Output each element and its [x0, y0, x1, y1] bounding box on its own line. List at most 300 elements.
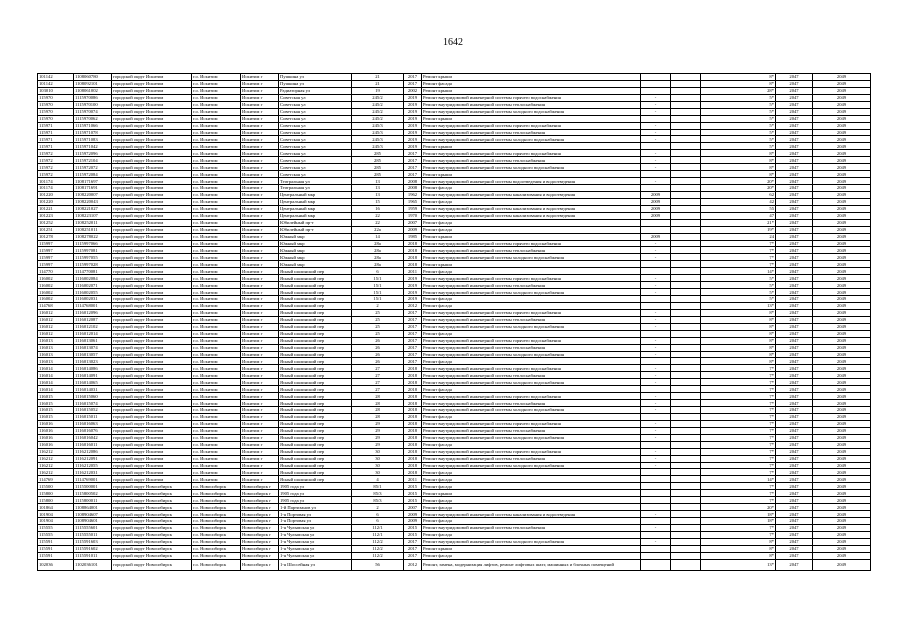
- table-cell: [671, 275, 701, 282]
- table-cell: 2019: [404, 94, 422, 101]
- table-cell: 8*: [701, 330, 776, 337]
- table-cell: 1115971083: [74, 136, 112, 143]
- table-cell: Искитим г: [241, 115, 279, 122]
- table-cell: [671, 413, 701, 420]
- table-cell: 2049: [813, 531, 871, 538]
- table-cell: городской округ Искитим: [112, 80, 192, 87]
- table-cell: 13*: [701, 302, 776, 309]
- table-cell: 115500: [38, 483, 74, 490]
- table-cell: -: [641, 372, 671, 379]
- table-cell: 2018: [404, 441, 422, 448]
- table-cell: -: [641, 455, 671, 462]
- table-cell: 27: [352, 372, 404, 379]
- table-cell: [641, 358, 671, 365]
- table-cell: 2017: [404, 150, 422, 157]
- table-cell: 115800: [38, 497, 74, 504]
- table-cell: 2017: [404, 74, 422, 81]
- table-cell: 101904: [38, 518, 74, 525]
- table-cell: 2047: [776, 219, 813, 226]
- table-cell: [671, 538, 701, 545]
- table-cell: Ремонт фасада: [422, 296, 641, 303]
- table-cell: городской округ Искитим: [112, 372, 192, 379]
- table-cell: 116014: [38, 372, 74, 379]
- table-cell: 2047: [776, 157, 813, 164]
- table-cell: Ремонт фасада: [422, 497, 641, 504]
- table-cell: -: [641, 157, 671, 164]
- table-cell: 2047: [776, 205, 813, 212]
- table-cell: Новосибирск г: [241, 524, 279, 531]
- table-cell: [671, 441, 701, 448]
- table-cell: городской округ Искитим: [112, 302, 192, 309]
- table-cell: 8*: [701, 150, 776, 157]
- table-cell: 8*: [701, 316, 776, 323]
- table-cell: 1116013074: [74, 344, 112, 351]
- table-cell: 112/1: [352, 524, 404, 531]
- table-cell: 2047: [776, 372, 813, 379]
- table-cell: 116016: [38, 441, 74, 448]
- table-cell: г.о. Искитим: [192, 351, 241, 358]
- table-cell: 5*: [701, 122, 776, 129]
- table-cell: 1965: [404, 198, 422, 205]
- table-cell: 1905 года ул: [279, 497, 352, 504]
- table-cell: Ремонт внутридомовой инженерной системы горячего водоснабжения: [422, 393, 641, 400]
- table-cell: Искитим г: [241, 122, 279, 129]
- table-row: [38, 448, 871, 455]
- table-cell: 2009: [641, 233, 671, 240]
- table-cell: 2047: [776, 476, 813, 483]
- table-cell: 2049: [813, 455, 871, 462]
- table-cell: 2047: [776, 198, 813, 205]
- table-cell: [671, 261, 701, 268]
- table-cell: 14*: [701, 268, 776, 275]
- table-cell: 2047: [776, 296, 813, 303]
- table-cell: городской округ Искитим: [112, 212, 192, 219]
- table-cell: 2047: [776, 393, 813, 400]
- table-cell: Советская ул: [279, 136, 352, 143]
- table-cell: 2047: [776, 178, 813, 185]
- table-cell: 2047: [776, 351, 813, 358]
- table-cell: 116013: [38, 358, 74, 365]
- table-cell: 2047: [776, 261, 813, 268]
- table-cell: г.о. Искитим: [192, 407, 241, 414]
- table-cell: Центральный мкр: [279, 198, 352, 205]
- table-cell: [671, 164, 701, 171]
- table-cell: городской округ Искитим: [112, 393, 192, 400]
- table-cell: городской округ Искитим: [112, 289, 192, 296]
- table-cell: г.о. Искитим: [192, 309, 241, 316]
- table-cell: г.о. Искитим: [192, 226, 241, 233]
- table-cell: 2047: [776, 379, 813, 386]
- table-cell: городской округ Искитим: [112, 365, 192, 372]
- table-cell: городской округ Искитим: [112, 143, 192, 150]
- table-cell: г.о. Искитим: [192, 171, 241, 178]
- table-cell: Советская ул: [279, 101, 352, 108]
- table-cell: городской округ Искитим: [112, 101, 192, 108]
- table-cell: Ремонт внутридомовой инженерной системы холодного водоснабжения: [422, 254, 641, 261]
- table-cell: 20*: [701, 178, 776, 185]
- table-cell: Ремонт внутридомовой инженерной системы холодного водоснабжения: [422, 407, 641, 414]
- table-cell: 245/2: [352, 94, 404, 101]
- table-cell: 2011: [404, 476, 422, 483]
- table-cell: Ремонт фасада: [422, 552, 641, 559]
- table-cell: 2049: [813, 545, 871, 552]
- table-cell: городской округ Искитим: [112, 178, 192, 185]
- table-cell: г.о. Искитим: [192, 386, 241, 393]
- table-row: [38, 497, 871, 504]
- table-cell: 2017: [404, 171, 422, 178]
- table-cell: 116002: [38, 289, 74, 296]
- table-cell: 28: [352, 407, 404, 414]
- table-cell: 116012: [38, 323, 74, 330]
- table-cell: [641, 559, 671, 570]
- table-cell: Ремонт фасада: [422, 518, 641, 525]
- table-cell: 8*: [701, 157, 776, 164]
- table-cell: городской округ Искитим: [112, 129, 192, 136]
- table-row: [38, 178, 871, 185]
- table-row: [38, 351, 871, 358]
- table-cell: Ремонт внутридомовой инженерной системы холодного водоснабжения: [422, 434, 641, 441]
- table-cell: г.о. Искитим: [192, 191, 241, 198]
- table-cell: 2047: [776, 420, 813, 427]
- table-row: [38, 289, 871, 296]
- table-cell: Искитим г: [241, 178, 279, 185]
- table-cell: 2049: [813, 393, 871, 400]
- table-cell: 5*: [701, 129, 776, 136]
- table-cell: 2049: [813, 205, 871, 212]
- table-cell: [641, 185, 671, 192]
- table-cell: Искитим г: [241, 462, 279, 469]
- table-cell: 1905 года ул: [279, 490, 352, 497]
- table-cell: Центральный мкр: [279, 205, 352, 212]
- table-cell: Искитим г: [241, 344, 279, 351]
- table-row: [38, 427, 871, 434]
- table-cell: 2047: [776, 282, 813, 289]
- table-cell: Искитим г: [241, 171, 279, 178]
- table-row: [38, 407, 871, 414]
- table-cell: Ясный шалинский пер: [279, 275, 352, 282]
- table-cell: городской округ Новосибирск: [112, 504, 192, 511]
- table-cell: 2017: [404, 344, 422, 351]
- table-cell: городской округ Искитим: [112, 462, 192, 469]
- table-cell: городской округ Новосибирск: [112, 545, 192, 552]
- table-cell: Пушкина ул: [279, 80, 352, 87]
- table-cell: 19: [352, 87, 404, 94]
- table-cell: Искитим г: [241, 407, 279, 414]
- table-cell: г.о. Искитим: [192, 289, 241, 296]
- table-row: [38, 261, 871, 268]
- table-cell: Новосибирск г: [241, 559, 279, 570]
- table-cell: 2049: [813, 511, 871, 518]
- table-cell: г.о. Искитим: [192, 275, 241, 282]
- table-cell: 8*: [701, 552, 776, 559]
- table-cell: 7*: [701, 483, 776, 490]
- table-cell: [671, 191, 701, 198]
- table-cell: 2047: [776, 358, 813, 365]
- table-cell: 2049: [813, 302, 871, 309]
- table-cell: [641, 268, 671, 275]
- table-cell: городской округ Искитим: [112, 358, 192, 365]
- table-cell: городской округ Искитим: [112, 74, 192, 81]
- table-cell: 1116013057: [74, 351, 112, 358]
- table-cell: 2049: [813, 497, 871, 504]
- table-cell: г.о. Искитим: [192, 157, 241, 164]
- table-cell: Искитим г: [241, 185, 279, 192]
- table-row: [38, 323, 871, 330]
- table-cell: 1115997028: [74, 261, 112, 268]
- table-cell: 1116015011: [74, 413, 112, 420]
- table-cell: 6: [352, 268, 404, 275]
- table-cell: Ремонт внутридомовой инженерной системы холодного водоснабжения: [422, 379, 641, 386]
- table-cell: 1-я Чулымская ул: [279, 545, 352, 552]
- table-cell: городской округ Искитим: [112, 115, 192, 122]
- table-cell: [671, 282, 701, 289]
- table-cell: 2017: [404, 330, 422, 337]
- table-cell: Советская ул: [279, 164, 352, 171]
- table-cell: 2049: [813, 559, 871, 570]
- table-row: [38, 552, 871, 559]
- table-cell: Советская ул: [279, 94, 352, 101]
- table-cell: [641, 74, 671, 81]
- table-cell: 1116016011: [74, 441, 112, 448]
- table-cell: 2049: [813, 282, 871, 289]
- table-cell: 2047: [776, 441, 813, 448]
- table-cell: 1116013023: [74, 358, 112, 365]
- table-cell: г.о. Искитим: [192, 150, 241, 157]
- table-cell: 2017: [404, 545, 422, 552]
- table-cell: [671, 518, 701, 525]
- table-cell: 2009: [404, 511, 422, 518]
- table-cell: Ясный шалинский пер: [279, 344, 352, 351]
- table-cell: 2018: [404, 372, 422, 379]
- table-cell: Искитим г: [241, 80, 279, 87]
- table-cell: 1-я Чулымская ул: [279, 524, 352, 531]
- table-cell: 2049: [813, 434, 871, 441]
- table-cell: Искитим г: [241, 302, 279, 309]
- table-cell: 115591: [38, 538, 74, 545]
- table-cell: Ремонт внутридомовой инженерной системы горячего водоснабжения: [422, 240, 641, 247]
- table-cell: Советская ул: [279, 129, 352, 136]
- table-cell: [671, 427, 701, 434]
- table-cell: Ясный шалинский пер: [279, 337, 352, 344]
- table-cell: 116014: [38, 379, 74, 386]
- table-cell: г.о. Новосибирск: [192, 531, 241, 538]
- table-cell: городской округ Искитим: [112, 247, 192, 254]
- table-cell: 245/3: [352, 136, 404, 143]
- table-cell: Ясный шалинский пер: [279, 302, 352, 309]
- table-cell: -: [641, 400, 671, 407]
- table-cell: Ясный шалинский пер: [279, 372, 352, 379]
- table-cell: Ремонт внутридомовой инженерной системы канализования и водоотведения: [422, 511, 641, 518]
- table-cell: Ясный шалинский пер: [279, 448, 352, 455]
- table-cell: городской округ Новосибирск: [112, 490, 192, 497]
- table-cell: 2047: [776, 74, 813, 81]
- table-cell: Искитим г: [241, 386, 279, 393]
- table-cell: 1115970062: [74, 115, 112, 122]
- table-cell: городской округ Искитим: [112, 205, 192, 212]
- table-cell: 13: [352, 185, 404, 192]
- table-cell: 2017: [404, 358, 422, 365]
- table-cell: Ремонт внутридомовой инженерной системы теплоснабжения: [422, 427, 641, 434]
- table-cell: 2047: [776, 323, 813, 330]
- table-cell: 115997: [38, 254, 74, 261]
- table-cell: 2047: [776, 122, 813, 129]
- table-cell: Ясный шалинский пер: [279, 289, 352, 296]
- table-cell: 116016: [38, 427, 74, 434]
- table-cell: 1905 года ул: [279, 483, 352, 490]
- table-cell: 7*: [701, 379, 776, 386]
- table-row: [38, 87, 871, 94]
- table-cell: городской округ Искитим: [112, 434, 192, 441]
- table-cell: Ремонт фасада: [422, 226, 641, 233]
- table-row: [38, 400, 871, 407]
- table-cell: 1115997066: [74, 240, 112, 247]
- table-cell: 1102036101: [74, 559, 112, 570]
- table-cell: г.о. Искитим: [192, 379, 241, 386]
- table-cell: 7*: [701, 247, 776, 254]
- table-cell: 1962: [404, 191, 422, 198]
- table-cell: 2047: [776, 524, 813, 531]
- table-cell: 116212: [38, 448, 74, 455]
- table-cell: [671, 157, 701, 164]
- table-cell: [641, 386, 671, 393]
- table-row: [38, 122, 871, 129]
- table-cell: 2049: [813, 372, 871, 379]
- table-cell: [671, 379, 701, 386]
- table-cell: [671, 490, 701, 497]
- table-row: [38, 386, 871, 393]
- table-cell: 2018: [404, 386, 422, 393]
- table-cell: Ремонт фасада: [422, 441, 641, 448]
- table-row: [38, 275, 871, 282]
- table-cell: 19*: [701, 226, 776, 233]
- table-cell: городской округ Искитим: [112, 261, 192, 268]
- table-cell: городской округ Новосибирск: [112, 559, 192, 570]
- table-cell: -: [641, 393, 671, 400]
- table-cell: Южный мкр: [279, 254, 352, 261]
- table-cell: г.о. Искитим: [192, 420, 241, 427]
- table-cell: 115971: [38, 129, 74, 136]
- table-cell: 16: [352, 205, 404, 212]
- table-row: [38, 511, 871, 518]
- table-cell: 2047: [776, 289, 813, 296]
- table-cell: 2049: [813, 108, 871, 115]
- table-cell: -: [641, 254, 671, 261]
- table-cell: 115970: [38, 115, 74, 122]
- table-cell: г.о. Искитим: [192, 143, 241, 150]
- table-cell: 1108904601: [74, 518, 112, 525]
- table-cell: [641, 302, 671, 309]
- table-cell: 2049: [813, 538, 871, 545]
- table-cell: Искитим г: [241, 393, 279, 400]
- table-cell: Ремонт внутридомовой инженерной системы теплоснабжения: [422, 400, 641, 407]
- table-cell: Искитим г: [241, 212, 279, 219]
- table-cell: -: [641, 323, 671, 330]
- table-cell: городской округ Искитим: [112, 268, 192, 275]
- table-cell: 28: [352, 413, 404, 420]
- table-cell: городской округ Искитим: [112, 136, 192, 143]
- table-cell: Ремонт внутридомовой инженерной системы теплоснабжения: [422, 129, 641, 136]
- table-cell: -: [641, 434, 671, 441]
- table-cell: 115971: [38, 143, 74, 150]
- table-cell: Ясный шалинский пер: [279, 323, 352, 330]
- table-cell: 116012: [38, 316, 74, 323]
- table-cell: Искитим г: [241, 226, 279, 233]
- table-cell: 1116015052: [74, 407, 112, 414]
- table-cell: 2017: [404, 309, 422, 316]
- table-cell: 55: [701, 205, 776, 212]
- table-cell: городской округ Искитим: [112, 122, 192, 129]
- table-cell: 2018: [404, 434, 422, 441]
- table-cell: 2047: [776, 386, 813, 393]
- table-cell: Новосибирск г: [241, 504, 279, 511]
- table-cell: Искитим г: [241, 448, 279, 455]
- table-cell: городской округ Искитим: [112, 413, 192, 420]
- table-cell: 2049: [813, 122, 871, 129]
- table-cell: Искитим г: [241, 365, 279, 372]
- table-cell: Ремонт внутридомовой инженерной системы холодного водоснабжения: [422, 289, 641, 296]
- table-cell: [671, 80, 701, 87]
- table-cell: [671, 101, 701, 108]
- table-cell: Ремонт внутридомовой инженерной системы холодного водоснабжения: [422, 351, 641, 358]
- table-row: [38, 185, 871, 192]
- table-cell: Советская ул: [279, 171, 352, 178]
- table-cell: г.о. Искитим: [192, 365, 241, 372]
- table-row: [38, 330, 871, 337]
- table-cell: 1114770081: [74, 268, 112, 275]
- table-cell: [671, 393, 701, 400]
- table-cell: городской округ Искитим: [112, 379, 192, 386]
- table-cell: Центральный мкр: [279, 212, 352, 219]
- table-cell: 15/1: [352, 289, 404, 296]
- table-cell: 116014: [38, 386, 74, 393]
- table-cell: 2049: [813, 351, 871, 358]
- table-cell: городской округ Искитим: [112, 108, 192, 115]
- table-cell: Театральная ул: [279, 178, 352, 185]
- table-cell: 8*: [701, 80, 776, 87]
- table-cell: Ремонт фасада: [422, 198, 641, 205]
- table-cell: -: [641, 427, 671, 434]
- table-cell: 2047: [776, 247, 813, 254]
- table-row: [38, 212, 871, 219]
- table-cell: Искитим г: [241, 129, 279, 136]
- table-row: [38, 136, 871, 143]
- table-cell: 8*: [701, 351, 776, 358]
- table-cell: г.о. Искитим: [192, 115, 241, 122]
- table-cell: г.о. Искитим: [192, 268, 241, 275]
- table-cell: 1115970074: [74, 108, 112, 115]
- table-row: [38, 545, 871, 552]
- table-cell: 285: [352, 150, 404, 157]
- table-cell: 116015: [38, 393, 74, 400]
- table-cell: 2047: [776, 462, 813, 469]
- table-cell: Искитим г: [241, 219, 279, 226]
- table-cell: 2049: [813, 254, 871, 261]
- table-cell: Искитим г: [241, 94, 279, 101]
- table-cell: 1116015074: [74, 400, 112, 407]
- table-cell: 116016: [38, 434, 74, 441]
- table-cell: 1114769001: [74, 476, 112, 483]
- table-cell: Ремонт крыши: [422, 545, 641, 552]
- table-cell: 2047: [776, 94, 813, 101]
- table-cell: 1116014086: [74, 365, 112, 372]
- table-row: [38, 524, 871, 531]
- table-cell: городской округ Искитим: [112, 164, 192, 171]
- table-cell: Ремонт внутридомовой инженерной системы холодного водоснабжения: [422, 462, 641, 469]
- table-cell: 2047: [776, 268, 813, 275]
- table-cell: 2015: [404, 531, 422, 538]
- table-cell: 115997: [38, 247, 74, 254]
- table-cell: 2019: [404, 115, 422, 122]
